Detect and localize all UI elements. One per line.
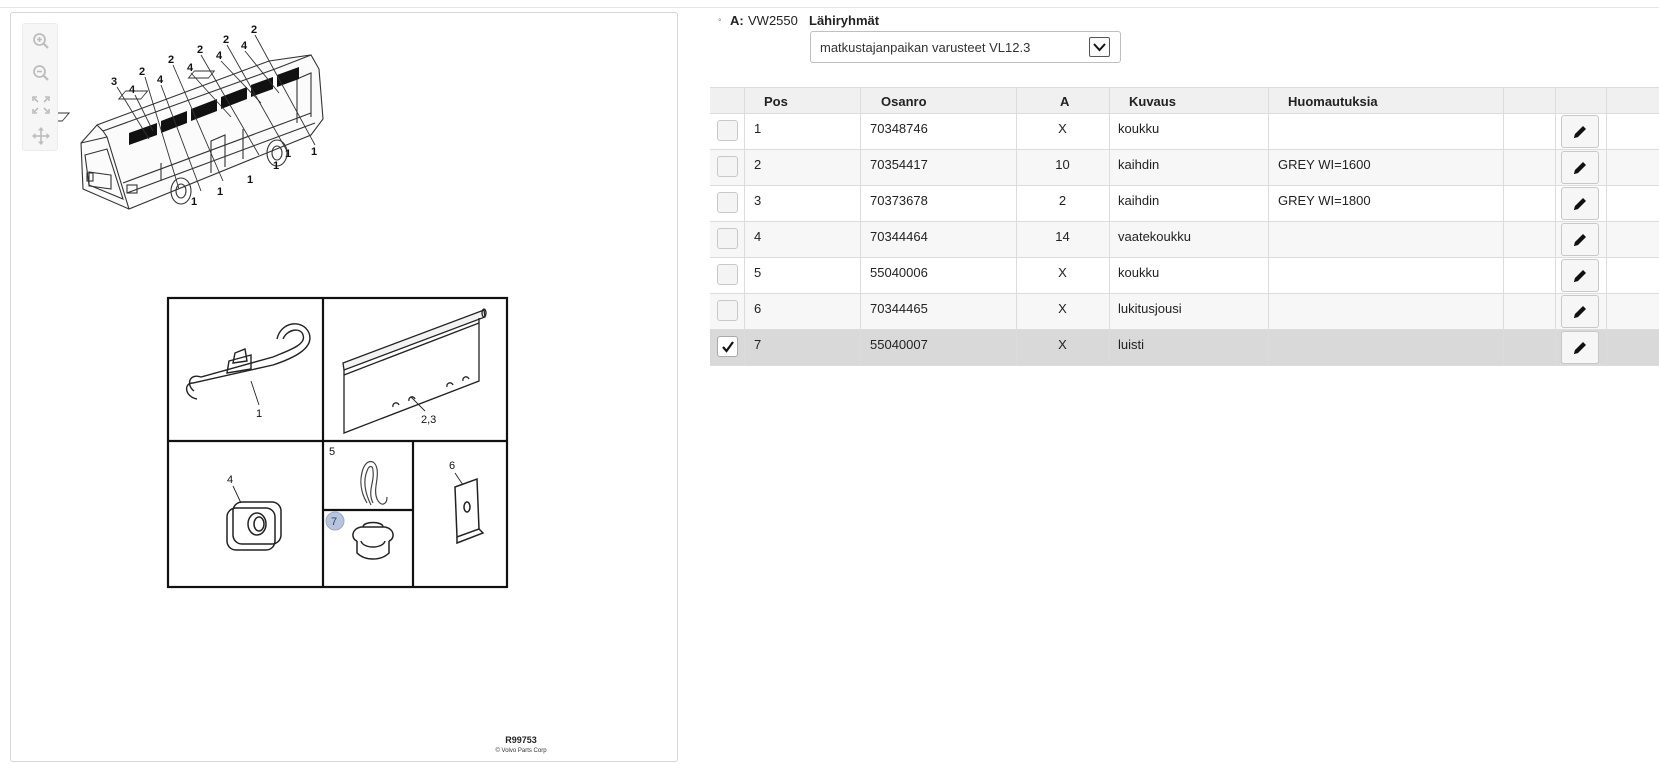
column-header-a[interactable]: A <box>1060 94 1070 109</box>
cell-pos: 4 <box>754 229 762 244</box>
cell-pos: 7 <box>754 337 762 352</box>
cell-description: lukitusjousi <box>1118 301 1182 316</box>
edit-button[interactable] <box>1561 259 1599 292</box>
row-checkbox[interactable] <box>717 120 738 141</box>
cell-pos: 6 <box>754 301 762 316</box>
parts-grid <box>168 298 507 587</box>
callout-3: 3 <box>111 76 118 88</box>
row-checkbox[interactable] <box>717 264 738 285</box>
column-header-description[interactable]: Kuvaus <box>1129 94 1176 109</box>
edit-button[interactable] <box>1561 187 1599 220</box>
table-row-2[interactable] <box>710 150 1659 186</box>
row-checkbox[interactable] <box>717 336 738 357</box>
illustration-copyright: © Volvo Parts Corp <box>495 748 547 754</box>
zoom-out-button[interactable] <box>25 58 57 88</box>
top-divider <box>0 7 1659 8</box>
table-row-1[interactable] <box>710 114 1659 150</box>
cell-a: X <box>1058 337 1067 352</box>
edit-button[interactable] <box>1561 151 1599 184</box>
cell-partno: 70344464 <box>870 229 928 244</box>
table-row-7[interactable] <box>710 330 1659 366</box>
table-row-4[interactable] <box>710 222 1659 258</box>
cell-notes: GREY WI=1600 <box>1278 157 1371 172</box>
callout-2: 2 <box>223 34 230 46</box>
bullet-icon: ◦ <box>718 15 722 26</box>
row-checkbox[interactable] <box>717 300 738 321</box>
cell-a: 10 <box>1055 157 1070 172</box>
callout-2: 2 <box>251 24 258 36</box>
column-header-partno[interactable]: Osanro <box>881 94 927 109</box>
cell-pos: 3 <box>754 193 762 208</box>
callout-1: 1 <box>311 146 318 158</box>
cell-a: 14 <box>1055 229 1070 244</box>
part-hook-drawing[interactable] <box>187 324 310 405</box>
illustration-ref-code: R99753 <box>505 735 537 745</box>
pencil-icon <box>1572 340 1588 356</box>
cell-a: X <box>1058 265 1067 280</box>
variant-label: A: <box>730 13 744 28</box>
cell-description: vaatekoukku <box>1118 229 1191 244</box>
pencil-icon <box>1572 124 1588 140</box>
subgroup-selected-value: matkustajanpaikan varusteet VL12.3 <box>820 40 1031 55</box>
cell-a: X <box>1058 121 1067 136</box>
pan-move-icon <box>32 127 50 145</box>
row-checkbox[interactable] <box>717 228 738 249</box>
cell-description: luisti <box>1118 337 1145 352</box>
cell-description: koukku <box>1118 265 1160 280</box>
callout-4: 4 <box>129 84 136 96</box>
zoom-in-button[interactable] <box>25 26 57 56</box>
part-label-slider: 7 <box>331 516 338 528</box>
cell-a: X <box>1058 301 1067 316</box>
subgroup-label: Lähiryhmät <box>809 13 880 28</box>
checkmark-icon <box>721 340 735 354</box>
pan-button[interactable] <box>25 121 57 151</box>
cell-pos: 2 <box>754 157 762 172</box>
fit-screen-button[interactable] <box>25 90 57 120</box>
callout-1: 1 <box>285 148 292 160</box>
cell-a: 2 <box>1058 193 1067 208</box>
parts-table <box>710 87 1659 366</box>
variant-value: VW2550 <box>748 13 798 28</box>
illustration-panel[interactable] <box>10 12 678 762</box>
pencil-icon <box>1572 196 1588 212</box>
part-plate-drawing[interactable] <box>455 473 483 543</box>
part-coat-hook-drawing[interactable] <box>227 486 281 550</box>
callout-4: 4 <box>216 50 223 62</box>
edit-button[interactable] <box>1561 295 1599 328</box>
edit-button[interactable] <box>1561 115 1599 148</box>
part-blind-drawing[interactable] <box>343 309 486 433</box>
table-row-3[interactable] <box>710 186 1659 222</box>
part-spring-drawing[interactable] <box>361 462 387 506</box>
column-header-notes[interactable]: Huomautuksia <box>1288 94 1378 109</box>
zoom-toolbar <box>22 23 58 151</box>
column-header-pos[interactable]: Pos <box>764 94 788 109</box>
cell-partno: 70373678 <box>870 193 928 208</box>
chevron-down-icon[interactable] <box>1089 37 1110 57</box>
row-checkbox[interactable] <box>717 192 738 213</box>
zoom-out-icon <box>32 64 50 82</box>
part-label-spring: 5 <box>329 446 336 458</box>
part-label-coat-hook: 4 <box>227 474 234 486</box>
pencil-icon <box>1572 160 1588 176</box>
callout-1: 1 <box>217 186 224 198</box>
pencil-icon <box>1572 268 1588 284</box>
table-row-5[interactable] <box>710 258 1659 294</box>
callout-1: 1 <box>247 174 254 186</box>
cell-partno: 55040006 <box>870 265 928 280</box>
cell-notes: GREY WI=1800 <box>1278 193 1371 208</box>
zoom-in-icon <box>32 32 50 50</box>
pencil-icon <box>1572 232 1588 248</box>
cell-pos: 1 <box>754 121 762 136</box>
table-header <box>710 87 1659 114</box>
part-label-plate: 6 <box>449 460 456 472</box>
callout-4: 4 <box>157 74 164 86</box>
edit-button[interactable] <box>1561 223 1599 256</box>
row-checkbox[interactable] <box>717 156 738 177</box>
callout-1: 1 <box>273 160 280 172</box>
table-body <box>710 114 1659 366</box>
cell-partno: 55040007 <box>870 337 928 352</box>
cell-partno: 70344465 <box>870 301 928 316</box>
cell-description: kaihdin <box>1118 193 1160 208</box>
callout-2: 2 <box>139 66 146 78</box>
fit-screen-icon <box>32 96 50 114</box>
callout-2: 2 <box>168 54 175 66</box>
cell-pos: 5 <box>754 265 762 280</box>
cell-partno: 70354417 <box>870 157 928 172</box>
pencil-icon <box>1572 304 1588 320</box>
part-slider-drawing[interactable] <box>353 523 393 560</box>
edit-button[interactable] <box>1561 331 1599 364</box>
cell-description: kaihdin <box>1118 157 1160 172</box>
callout-4: 4 <box>241 40 248 52</box>
callout-2: 2 <box>197 44 204 56</box>
table-row-6[interactable] <box>710 294 1659 330</box>
cell-partno: 70348746 <box>870 121 928 136</box>
parts-illustration[interactable] <box>11 13 679 763</box>
part-label-blind: 2,3 <box>421 414 437 426</box>
cell-description: koukku <box>1118 121 1160 136</box>
callout-4: 4 <box>187 62 194 74</box>
subgroup-dropdown[interactable] <box>810 31 1121 63</box>
callout-1: 1 <box>191 196 198 208</box>
part-label-hook: 1 <box>256 408 263 420</box>
